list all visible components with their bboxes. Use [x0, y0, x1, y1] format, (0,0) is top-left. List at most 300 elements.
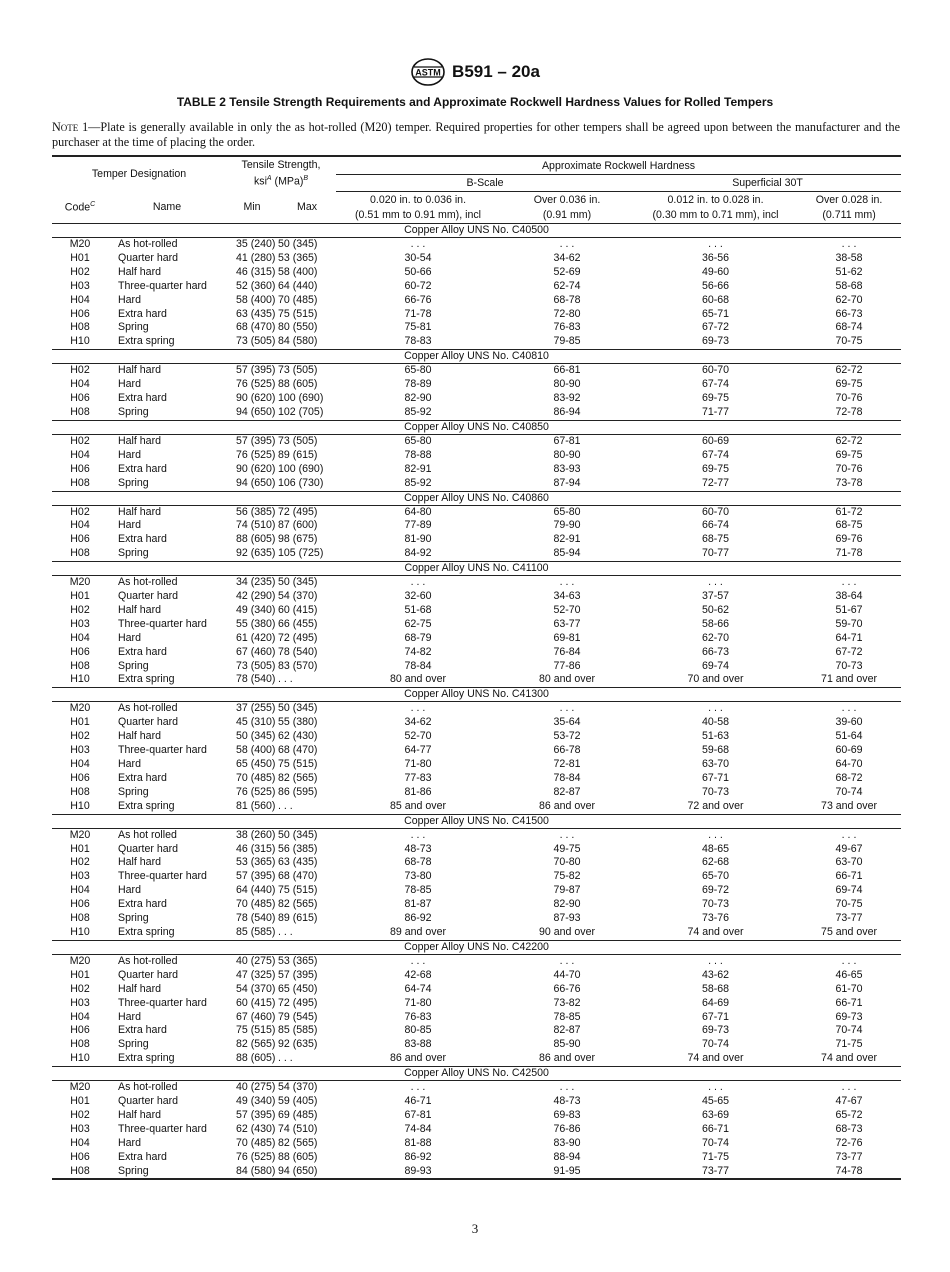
table-row: [52, 449, 901, 463]
cell-max: 68 (470): [278, 744, 318, 757]
cell-b-scale-thick: 83-90: [553, 1136, 581, 1149]
col-max: Max: [297, 201, 318, 214]
cell-b-scale-thick: 52-69: [553, 265, 581, 278]
cell-superficial-thin: 58-66: [701, 617, 730, 630]
cell-b-scale-thin: 86 and over: [390, 1052, 446, 1065]
cell-code: M20: [69, 702, 91, 715]
cell-superficial-thin: . . .: [708, 1081, 723, 1094]
table-row: [52, 294, 901, 308]
cell-code: H03: [70, 1122, 90, 1135]
cell-b-scale-thin: 64-74: [404, 982, 432, 995]
table-row: [52, 898, 901, 912]
cell-b-scale-thick: 82-90: [553, 898, 581, 911]
cell-b-scale-thick: 86 and over: [539, 1052, 595, 1065]
cell-max: 75 (515): [278, 307, 318, 320]
cell-min: 55 (380): [236, 617, 276, 630]
cell-superficial-thin: 66-73: [701, 645, 730, 658]
cell-max: 72 (495): [278, 996, 318, 1009]
cell-superficial-thick: 72-78: [835, 405, 863, 418]
page-header: [0, 57, 950, 87]
cell-min: 60 (415): [236, 996, 276, 1009]
cell-max: 100 (690): [278, 392, 324, 405]
cell-b-scale-thick: 76-84: [553, 645, 581, 658]
cell-code: H10: [70, 799, 90, 812]
cell-min: 70 (485): [236, 771, 276, 784]
cell-b-scale-thin: 81-86: [404, 785, 432, 798]
table-row: [52, 604, 901, 618]
tensile-line1: Tensile Strength,: [241, 159, 321, 172]
table-row: [52, 308, 901, 322]
cell-superficial-thick: 64-71: [835, 631, 863, 644]
cell-min: 73 (505): [236, 659, 276, 672]
cell-min: 38 (260): [236, 828, 276, 841]
cell-b-scale-thin: 78-83: [404, 335, 432, 348]
cell-code: H04: [70, 1010, 90, 1023]
cell-min: 49 (340): [236, 603, 276, 616]
cell-superficial-thin: 73-77: [634, 1165, 797, 1180]
table-row: [52, 786, 901, 800]
cell-superficial-thin: 63-70: [701, 758, 730, 770]
cell-name: As hot-rolled: [118, 702, 178, 715]
cell-name: Hard: [118, 1136, 141, 1149]
cell-min: 76 (525): [236, 785, 276, 798]
cell-b-scale-thick: 80-90: [553, 448, 581, 461]
cell-name: Hard: [118, 1010, 141, 1023]
table-row: [52, 716, 901, 730]
cell-min: 46 (315): [236, 842, 276, 855]
cell-b-scale-thin: 60-72: [404, 279, 432, 292]
table-row: [52, 505, 901, 519]
cell-b-scale-thin: 78-88: [404, 448, 432, 461]
cell-min: 53 (365): [236, 856, 276, 869]
cell-min: 76 (525): [236, 1150, 276, 1163]
cell-b-scale-thin: 77-83: [404, 771, 432, 784]
cell-name: Three-quarter hard: [118, 279, 207, 292]
cell-b-scale-thin: 82-91: [404, 462, 432, 475]
cell-superficial-thick: 62-72: [835, 434, 863, 447]
table-row: [52, 364, 901, 378]
cell-b-scale-thick: 53-72: [553, 730, 581, 743]
cell-name: Extra hard: [118, 392, 167, 405]
cell-superficial-thick: 66-73: [835, 307, 863, 320]
cell-min: 40 (275): [236, 954, 276, 967]
table-row: [52, 912, 901, 926]
cell-min: 47 (325): [236, 968, 276, 981]
cell-name: As hot-rolled: [118, 1081, 178, 1094]
cell-b-scale-thick: 82-87: [553, 1024, 581, 1037]
cell-code: H08: [70, 321, 90, 334]
alloy-label: Copper Alloy UNS No. C42500: [52, 1067, 901, 1081]
cell-b-scale-thick: 34-62: [553, 251, 581, 264]
col-temper-designation: Temper Designation: [52, 156, 226, 192]
cell-min: 94 (650): [236, 476, 276, 489]
cell-b-scale-thin: 52-70: [404, 730, 432, 743]
cell-name: Hard: [118, 884, 141, 897]
cell-superficial-thin: 72-77: [701, 476, 730, 489]
cell-superficial-thin: 50-62: [701, 603, 730, 616]
cell-max: 105 (725): [278, 547, 324, 560]
cell-b-scale-thick: . . .: [559, 702, 575, 715]
cell-name: Half hard: [118, 856, 161, 869]
cell-code: H06: [70, 771, 90, 784]
cell-superficial-thick: 70-76: [835, 392, 863, 405]
cell-code: H01: [70, 842, 90, 855]
col-s2: [797, 192, 901, 224]
cell-b-scale-thin: . . .: [410, 238, 426, 250]
cell-b-scale-thick: . . .: [559, 238, 575, 250]
table-row: [52, 983, 901, 997]
cell-name: Half hard: [118, 265, 161, 278]
cell-max: 106 (730): [278, 476, 324, 489]
cell-code: H06: [70, 645, 90, 658]
col-code: [52, 192, 108, 224]
cell-b-scale-thick: 66-81: [553, 364, 581, 377]
cell-b-scale-thin: . . .: [410, 828, 426, 841]
cell-b-scale-thin: 71-80: [404, 996, 432, 1009]
alloy-header-row: [52, 814, 901, 828]
table-row: [52, 406, 901, 420]
cell-b-scale-thick: 73-82: [553, 996, 581, 1009]
alloy-header-row: [52, 224, 901, 238]
cell-code: H04: [70, 293, 90, 306]
cell-superficial-thin: 59-68: [701, 744, 730, 757]
cell-name: Half hard: [118, 505, 161, 518]
alloy-label: Copper Alloy UNS No. C41300: [52, 688, 901, 702]
cell-b-scale-thick: 75-82: [553, 870, 581, 883]
table-row: [52, 730, 901, 744]
cell-b-scale-thick: 76-86: [553, 1122, 581, 1135]
cell-superficial-thick: 59-70: [835, 617, 863, 630]
cell-superficial-thick: 70-73: [835, 659, 863, 672]
document-id: B591 – 20a: [452, 62, 540, 81]
cell-b-scale-thin: 85-92: [404, 476, 432, 489]
cell-superficial-thin: 48-65: [701, 842, 730, 855]
cell-superficial-thick: 71-78: [835, 547, 863, 560]
cell-name: Extra spring: [118, 799, 175, 812]
cell-min: 63 (435): [236, 307, 276, 320]
tensile-mpa: (MPa): [271, 176, 304, 189]
cell-code: H06: [70, 533, 90, 546]
tensile-ksi: ksi: [253, 176, 267, 189]
cell-b-scale-thick: 63-77: [553, 617, 581, 630]
alloy-label: Copper Alloy UNS No. C42200: [52, 940, 901, 954]
cell-b-scale-thick: 82-91: [553, 533, 581, 546]
cell-b-scale-thin: 85 and over: [390, 799, 446, 812]
cell-name: Three-quarter hard: [118, 996, 207, 1009]
cell-b-scale-thick: 83-93: [553, 462, 581, 475]
cell-superficial-thin: 64-69: [701, 996, 730, 1009]
table-row: [52, 1137, 901, 1151]
cell-superficial-thin: 60-70: [701, 364, 730, 377]
cell-superficial-thick: 62-72: [835, 364, 863, 377]
cell-name: Extra spring: [118, 1052, 175, 1065]
cell-b-scale-thin: 85-92: [404, 405, 432, 418]
cell-min: 78 (540): [236, 912, 276, 925]
cell-code: M20: [69, 828, 91, 841]
cell-code: H06: [70, 1024, 90, 1037]
cell-code: H06: [70, 392, 90, 405]
cell-name: Hard: [118, 519, 141, 532]
cell-superficial-thin: 70-74: [701, 1038, 730, 1051]
cell-name: Extra hard: [118, 533, 167, 546]
cell-superficial-thick: 73 and over: [821, 799, 878, 812]
cell-name: Extra hard: [118, 645, 167, 658]
cell-name: Quarter hard: [118, 251, 179, 264]
cell-b-scale-thin: 80 and over: [390, 673, 446, 686]
table-row: [52, 660, 901, 674]
cell-code: H02: [70, 1108, 90, 1121]
cell-b-scale-thin: 42-68: [404, 968, 432, 981]
cell-b-scale-thick: 79-90: [553, 519, 581, 532]
cell-superficial-thin: 60-70: [701, 505, 730, 518]
cell-max: 72 (495): [278, 505, 318, 518]
cell-b-scale-thick: 70-80: [553, 856, 581, 869]
cell-superficial-thick: 61-72: [835, 505, 863, 518]
table-row: [52, 618, 901, 632]
cell-superficial-thick: 65-72: [835, 1108, 863, 1121]
cell-max: 50 (345): [278, 828, 318, 841]
alloy-header-row: [52, 1067, 901, 1081]
cell-b-scale-thin: 68-79: [404, 631, 432, 644]
s1-line2: (0.30 mm to 0.71 mm), incl: [652, 208, 779, 221]
cell-superficial-thin: 68-75: [701, 533, 730, 546]
cell-b-scale-thin: 78-89: [404, 378, 432, 391]
col-b1: [336, 192, 500, 224]
cell-code: H03: [70, 744, 90, 757]
cell-name: Extra spring: [118, 673, 175, 686]
cell-max: 62 (430): [278, 730, 318, 743]
table-row: [52, 392, 901, 406]
col-rockwell: Approximate Rockwell Hardness: [336, 156, 901, 175]
cell-b-scale-thin: 81-88: [404, 1136, 432, 1149]
cell-max: 69 (485): [278, 1108, 318, 1121]
cell-min: 40 (275): [236, 1081, 276, 1094]
cell-name: Spring: [118, 659, 149, 672]
cell-code: H06: [70, 898, 90, 911]
cell-max: 92 (635): [278, 1038, 318, 1051]
cell-name: As hot-rolled: [118, 238, 178, 250]
alloy-header-row: [52, 940, 901, 954]
cell-max: 86 (595): [278, 785, 318, 798]
cell-min: 88 (605): [236, 1052, 276, 1065]
cell-superficial-thick: 68-72: [835, 771, 863, 784]
cell-b-scale-thick: 67-81: [553, 434, 581, 447]
table-row: [52, 280, 901, 294]
cell-superficial-thin: 51-63: [701, 730, 730, 743]
cell-name: As hot-rolled: [118, 576, 178, 589]
tensile-sup-b: B: [303, 175, 309, 183]
cell-code: M20: [69, 576, 91, 589]
cell-superficial-thin: 73-76: [701, 912, 730, 925]
cell-name: Spring: [118, 321, 149, 334]
cell-name: Half hard: [118, 982, 161, 995]
cell-superficial-thick: 71-75: [835, 1038, 863, 1051]
cell-name: As hot-rolled: [118, 954, 178, 967]
cell-b-scale-thick: 80-90: [553, 378, 581, 391]
cell-b-scale-thick: 85-94: [553, 547, 581, 560]
cell-code: H01: [70, 251, 90, 264]
b1-line2: (0.51 mm to 0.91 mm), incl: [355, 208, 481, 221]
cell-min: 84 (580): [226, 1165, 278, 1180]
cell-b-scale-thick: 91-95: [500, 1165, 634, 1180]
cell-b-scale-thin: 30-54: [404, 251, 432, 264]
cell-b-scale-thin: 76-83: [404, 1010, 432, 1023]
cell-max: 63 (435): [278, 856, 318, 869]
cell-b-scale-thin: 74-84: [404, 1122, 432, 1135]
cell-name: Quarter hard: [118, 968, 179, 981]
code-label: Code: [64, 201, 91, 214]
table-row: [52, 576, 901, 590]
cell-min: 76 (525): [236, 448, 276, 461]
cell-min: 42 (290): [236, 590, 276, 603]
cell-superficial-thin: . . .: [708, 702, 723, 715]
cell-max: . . .: [278, 673, 293, 686]
cell-max: . . .: [278, 925, 293, 938]
cell-superficial-thin: 63-69: [701, 1108, 730, 1121]
cell-b-scale-thick: 44-70: [553, 968, 581, 981]
cell-superficial-thick: 73-77: [835, 912, 863, 925]
cell-superficial-thick: 63-70: [835, 856, 863, 869]
cell-b-scale-thin: 65-80: [404, 434, 432, 447]
cell-superficial-thick: 51-64: [835, 730, 863, 743]
cell-name: Half hard: [118, 434, 161, 447]
cell-min: 92 (635): [236, 547, 276, 560]
cell-code: H02: [70, 730, 90, 743]
alloy-label: Copper Alloy UNS No. C40860: [52, 491, 901, 505]
cell-max: 65 (450): [278, 982, 318, 995]
cell-superficial-thick: 69-75: [835, 378, 863, 391]
table-row: [52, 673, 901, 687]
cell-min: 70 (485): [236, 1136, 276, 1149]
table-row: [52, 1052, 901, 1066]
table-row: [52, 1165, 901, 1180]
page-number: 3: [471, 1221, 479, 1236]
cell-max: 60 (415): [278, 603, 318, 616]
cell-name: Half hard: [118, 1108, 161, 1121]
cell-max: 89 (615): [278, 448, 318, 461]
cell-superficial-thick: 66-71: [835, 870, 863, 883]
cell-max: 75 (515): [278, 758, 318, 770]
cell-b-scale-thin: . . .: [410, 954, 426, 967]
table-row: [52, 1123, 901, 1137]
s2-line2: (0.711 mm): [822, 208, 876, 221]
cell-code: H10: [70, 925, 90, 938]
cell-name: Spring: [118, 785, 149, 798]
table-row: [52, 1038, 901, 1052]
table-row: [52, 1095, 901, 1109]
cell-min: 34 (235): [236, 576, 276, 589]
table-row: [52, 870, 901, 884]
cell-b-scale-thick: 85-90: [553, 1038, 581, 1051]
table-row: [52, 477, 901, 491]
cell-b-scale-thin: 78-85: [404, 884, 432, 897]
note-label: Note 1: [52, 120, 89, 134]
table-row: [52, 1151, 901, 1165]
cell-superficial-thin: 74 and over: [687, 1052, 744, 1065]
table-row: [52, 1081, 901, 1095]
b2-line2: (0.91 mm): [542, 208, 592, 221]
cell-superficial-thick: 69-76: [835, 533, 863, 546]
cell-superficial-thin: 62-68: [701, 856, 730, 869]
cell-superficial-thick: 46-65: [835, 968, 863, 981]
cell-b-scale-thin: 68-78: [404, 856, 432, 869]
cell-max: 66 (455): [278, 617, 318, 630]
cell-max: 87 (600): [278, 519, 318, 532]
cell-code: H03: [70, 617, 90, 630]
cell-name: Hard: [118, 448, 141, 461]
cell-superficial-thin: 56-66: [701, 279, 730, 292]
cell-b-scale-thick: 72-80: [553, 307, 581, 320]
cell-min: 75 (515): [236, 1024, 276, 1037]
cell-code: H04: [70, 448, 90, 461]
cell-min: 35 (240): [236, 238, 276, 250]
cell-name: Spring: [118, 1038, 149, 1051]
col-b-scale: B-Scale: [336, 175, 634, 192]
cell-name: Extra hard: [118, 462, 167, 475]
alloy-label: Copper Alloy UNS No. C40500: [52, 224, 901, 238]
table-row: [52, 590, 901, 604]
cell-min: 52 (360): [236, 279, 276, 292]
cell-code: H03: [70, 996, 90, 1009]
cell-code: H01: [70, 716, 90, 729]
cell-min: 57 (395): [236, 1108, 276, 1121]
cell-superficial-thin: 70 and over: [687, 673, 744, 686]
cell-superficial-thick: 74-78: [797, 1165, 901, 1180]
cell-b-scale-thin: 51-68: [404, 603, 432, 616]
cell-min: 73 (505): [236, 335, 276, 348]
cell-min: 46 (315): [236, 265, 276, 278]
cell-b-scale-thin: 66-76: [404, 293, 432, 306]
cell-min: 45 (310): [236, 716, 276, 729]
cell-max: 79 (545): [278, 1010, 318, 1023]
cell-superficial-thin: 40-58: [701, 716, 730, 729]
cell-b-scale-thick: 65-80: [553, 505, 581, 518]
table-row: [52, 266, 901, 280]
cell-name: Quarter hard: [118, 590, 179, 603]
cell-min: 64 (440): [236, 884, 276, 897]
col-name: Name: [152, 201, 182, 214]
cell-superficial-thin: 36-56: [701, 251, 730, 264]
cell-min: 94 (650): [236, 405, 276, 418]
cell-superficial-thin: 67-72: [701, 321, 730, 334]
cell-b-scale-thin: . . .: [410, 702, 426, 715]
cell-b-scale-thick: 82-87: [553, 785, 581, 798]
cell-superficial-thick: 72-76: [835, 1136, 863, 1149]
cell-superficial-thick: 69-73: [835, 1010, 863, 1023]
cell-superficial-thin: . . .: [708, 954, 723, 967]
table-row: [52, 238, 901, 252]
cell-min: 74 (510): [236, 519, 276, 532]
cell-max: 82 (565): [278, 771, 318, 784]
cell-b-scale-thin: 77-89: [404, 519, 432, 532]
cell-superficial-thick: 38-58: [835, 251, 863, 264]
cell-name: Spring: [108, 1165, 226, 1180]
cell-b-scale-thin: 83-88: [404, 1038, 432, 1051]
cell-b-scale-thick: 76-83: [553, 321, 581, 334]
cell-b-scale-thin: 78-84: [404, 659, 432, 672]
cell-name: Spring: [118, 476, 149, 489]
cell-name: Three-quarter hard: [118, 744, 207, 757]
cell-b-scale-thick: 69-81: [553, 631, 581, 644]
cell-superficial-thin: 67-74: [701, 378, 730, 391]
astm-logo-icon: [410, 57, 446, 87]
cell-b-scale-thin: 86-92: [404, 912, 432, 925]
cell-b-scale-thick: 90 and over: [539, 925, 595, 938]
cell-superficial-thin: 70-74: [701, 1136, 730, 1149]
table-row: [52, 997, 901, 1011]
cell-code: H08: [70, 547, 90, 560]
cell-b-scale-thick: 88-94: [553, 1150, 581, 1163]
